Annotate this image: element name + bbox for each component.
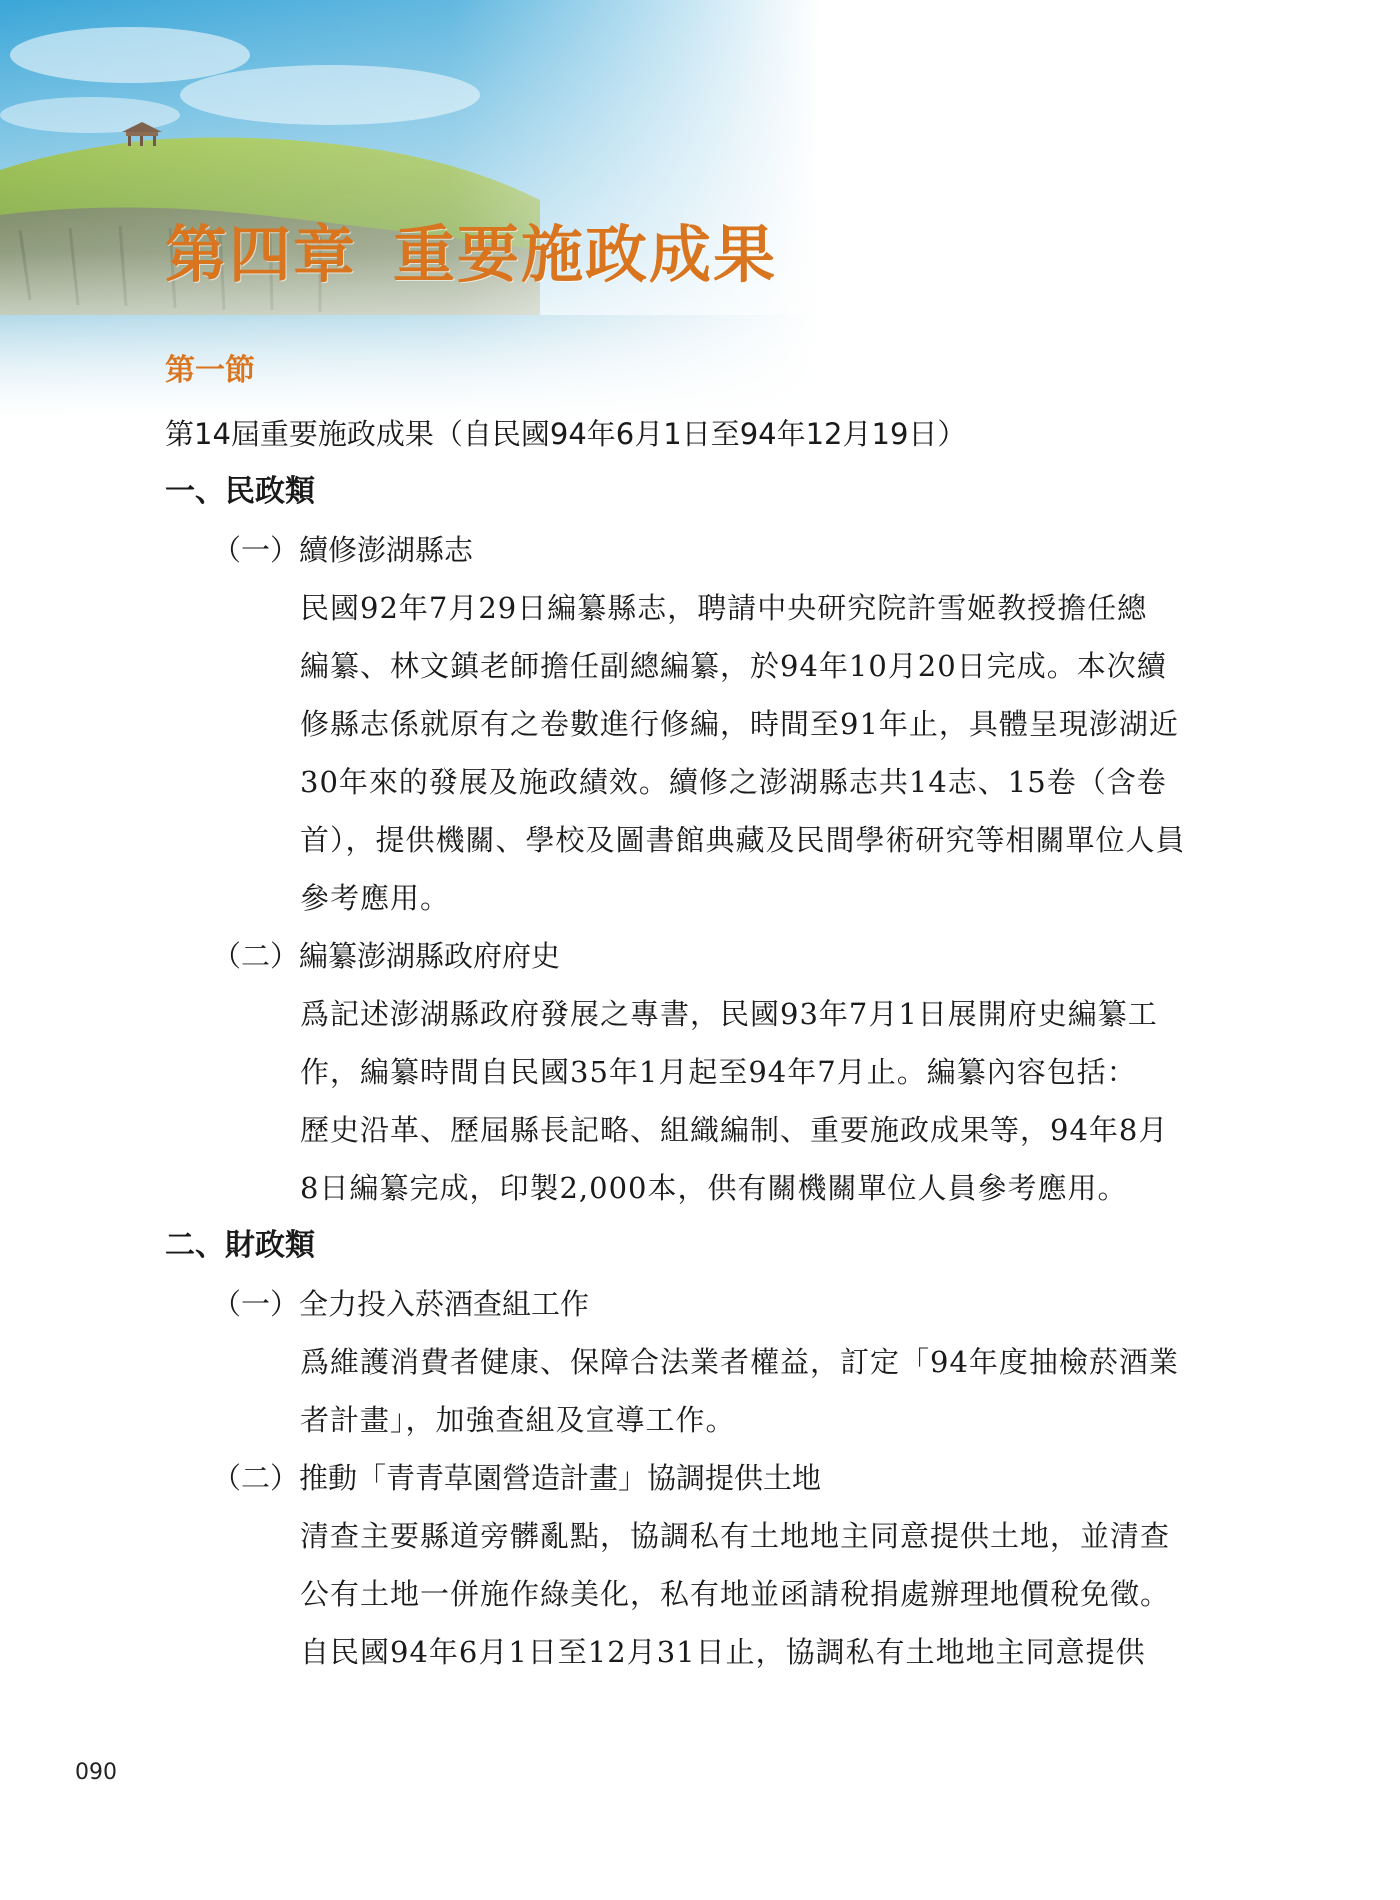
body-line: 歷史沿革、歷屆縣長記略、組織編制、重要施政成果等，94年8月 [300, 1113, 1169, 1147]
body-line: 30年來的發展及施政績效。續修之澎湖縣志共14志、15卷（含卷 [300, 765, 1167, 799]
body-line: 公有土地一併施作綠美化，私有地並函請稅捐處辦理地價稅免徵。 [300, 1577, 1171, 1611]
intro-line: 第14屆重要施政成果（自民國94年6月1日至94年12月19日） [165, 417, 967, 451]
body-line: 修縣志係就原有之卷數進行修編，時間至91年止，具體呈現澎湖近 [300, 707, 1179, 741]
body-line: 者計畫」，加強查組及宣導工作。 [300, 1403, 736, 1437]
chapter-number: 第四章 [165, 218, 358, 291]
body-line: 參考應用。 [300, 881, 451, 915]
body-line: 作，編纂時間自民國35年1月起至94年7月止。編纂內容包括： [300, 1055, 1137, 1089]
body-line: 自民國94年6月1日至12月31日止，協調私有土地地主同意提供 [300, 1635, 1146, 1669]
chapter-name: 重要施政成果 [393, 218, 778, 291]
page-number: 090 [75, 1760, 117, 1785]
section-title: 第一節 [165, 353, 255, 388]
item-heading-county-annals: （一）續修澎湖縣志 [212, 533, 474, 567]
item-heading-government-history: （二）編纂澎湖縣政府府史 [212, 939, 561, 973]
body-line: 爲記述澎湖縣政府發展之專書，民國93年7月1日展開府史編纂工 [300, 997, 1158, 1031]
body-line: 清查主要縣道旁髒亂點，協調私有土地地主同意提供土地，並清查 [300, 1519, 1171, 1553]
item-heading-green-meadow-project: （二）推動「青青草園營造計畫」協調提供土地 [212, 1461, 822, 1495]
body-line: 編纂、林文鎮老師擔任副總編纂，於94年10月20日完成。本次續 [300, 649, 1167, 683]
body-line: 8日編纂完成，印製2,000本，供有關機關單位人員參考應用。 [300, 1171, 1128, 1205]
category-heading-civil-affairs: 一、民政類 [165, 474, 315, 509]
chapter-title [165, 205, 777, 294]
body-line: 首），提供機關、學校及圖書館典藏及民間學術研究等相關單位人員 [300, 823, 1186, 857]
item-heading-tobacco-alcohol-inspection: （一）全力投入菸酒查組工作 [212, 1287, 590, 1321]
body-line: 民國92年7月29日編纂縣志，聘請中央研究院許雪姬教授擔任總 [300, 591, 1148, 625]
body-line: 爲維護消費者健康、保障合法業者權益，訂定「94年度抽檢菸酒業 [300, 1345, 1179, 1379]
document-body [165, 405, 1245, 1681]
category-heading-finance: 二、財政類 [165, 1228, 315, 1263]
